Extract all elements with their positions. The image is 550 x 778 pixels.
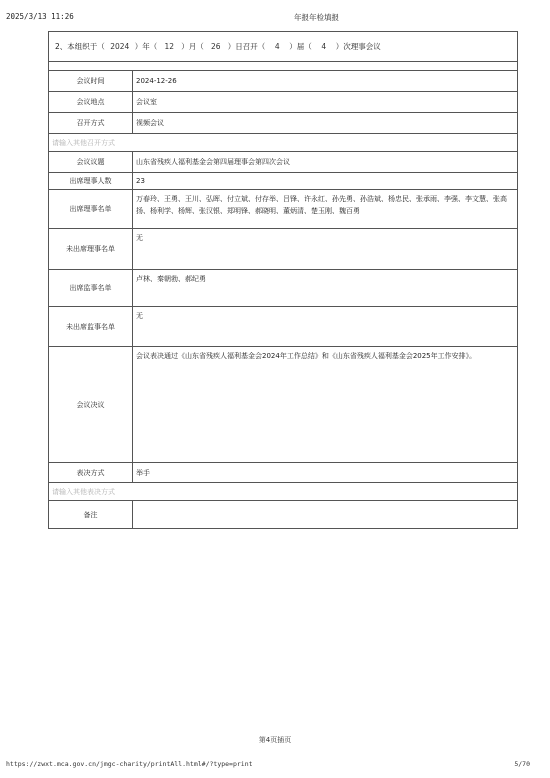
meeting-method-row — [49, 113, 517, 134]
meeting-header — [49, 32, 517, 62]
page-count: 5/70 — [514, 760, 530, 768]
directors-absent-row — [49, 229, 517, 270]
other-vote-input[interactable]: 请输入其他表决方式 — [49, 483, 517, 501]
vote-method-value: 举手 — [136, 468, 150, 477]
meeting-form — [48, 31, 518, 529]
month-unit: ）月（ — [181, 42, 204, 51]
directors-absent-label: 未出席理事名单 — [49, 229, 133, 269]
meeting-location-label: 会议地点 — [49, 92, 133, 112]
meeting-time-label: 会议时间 — [49, 71, 133, 91]
meeting-time-row — [49, 71, 517, 92]
meeting-location-value: 会议室 — [136, 98, 157, 106]
year-unit: ）年（ — [134, 42, 158, 51]
year-value: 2024 — [110, 42, 130, 51]
meeting-location-row — [49, 92, 517, 113]
other-method-input[interactable]: 请输入其他召开方式 — [49, 134, 517, 152]
meeting-topic-label: 会议议题 — [49, 152, 133, 172]
supervisors-present-label: 出席监事名单 — [49, 270, 133, 306]
resolution-value: 会议表决通过《山东省残疾人福利基金会2024年工作总结》和《山东省残疾人福利基金会2025年工作安排》。 — [136, 352, 477, 360]
directors-present-label: 出席理事名单 — [49, 190, 133, 228]
session-value: 4 — [321, 42, 327, 51]
print-url: https://zwxt.mca.gov.cn/jmgc-charity/printAll.html#/?type=print — [6, 760, 253, 768]
supervisors-absent-label: 未出席监事名单 — [49, 307, 133, 346]
remarks-value[interactable] — [133, 501, 517, 528]
day-value: 26 — [211, 42, 221, 51]
director-count-row — [49, 173, 517, 190]
director-count-value: 23 — [136, 177, 145, 185]
month-value: 12 — [164, 42, 175, 51]
meeting-method-label: 召开方式 — [49, 113, 133, 133]
remarks-row — [49, 501, 517, 528]
remarks-label: 备注 — [49, 501, 133, 528]
supervisors-absent-row — [49, 307, 517, 347]
print-datetime: 2025/3/13 11:26 — [6, 12, 74, 21]
page-label: 第4页插页 — [258, 736, 292, 744]
resolution-row — [49, 347, 517, 463]
directors-present-value: 万春玲、王勇、王川、弘晖、付立斌、付存举、吕锋、许永红、孙先勇、孙浩斌、杨忠民、张承雨、李强、李文慧、张高扬、杨利学、杨辉、张汉银、郑明锋、郝晓明、董炳清、楚玉刚、魏百勇 — [136, 195, 507, 215]
vote-method-row — [49, 463, 517, 483]
meeting-time-value: 2024-12-26 — [136, 77, 177, 85]
vote-method-label: 表决方式 — [49, 463, 133, 482]
term-unit: ）届（ — [289, 42, 312, 51]
day-unit: ）日召开（ — [227, 42, 266, 51]
director-count-label: 出席理事人数 — [49, 173, 133, 189]
supervisors-present-row — [49, 270, 517, 307]
spacer — [49, 62, 517, 71]
meeting-topic-value: 山东省残疾人福利基金会第四届理事会第四次会议 — [136, 158, 290, 166]
resolution-label: 会议决议 — [49, 347, 133, 462]
supervisors-absent-value: 无 — [136, 312, 143, 320]
term-value: 4 — [274, 42, 280, 51]
directors-absent-value: 无 — [136, 234, 143, 242]
header-suffix: ）次理事会议 — [335, 42, 381, 51]
supervisors-present-value: 卢林、秦朝勃、郝纪勇 — [136, 275, 206, 283]
print-page-title: 年报年检填报 — [294, 13, 339, 22]
header-prefix: 2、本组织于（ — [55, 42, 105, 51]
directors-present-row — [49, 190, 517, 229]
meeting-method-value: 视频会议 — [136, 119, 164, 127]
meeting-topic-row — [49, 152, 517, 173]
